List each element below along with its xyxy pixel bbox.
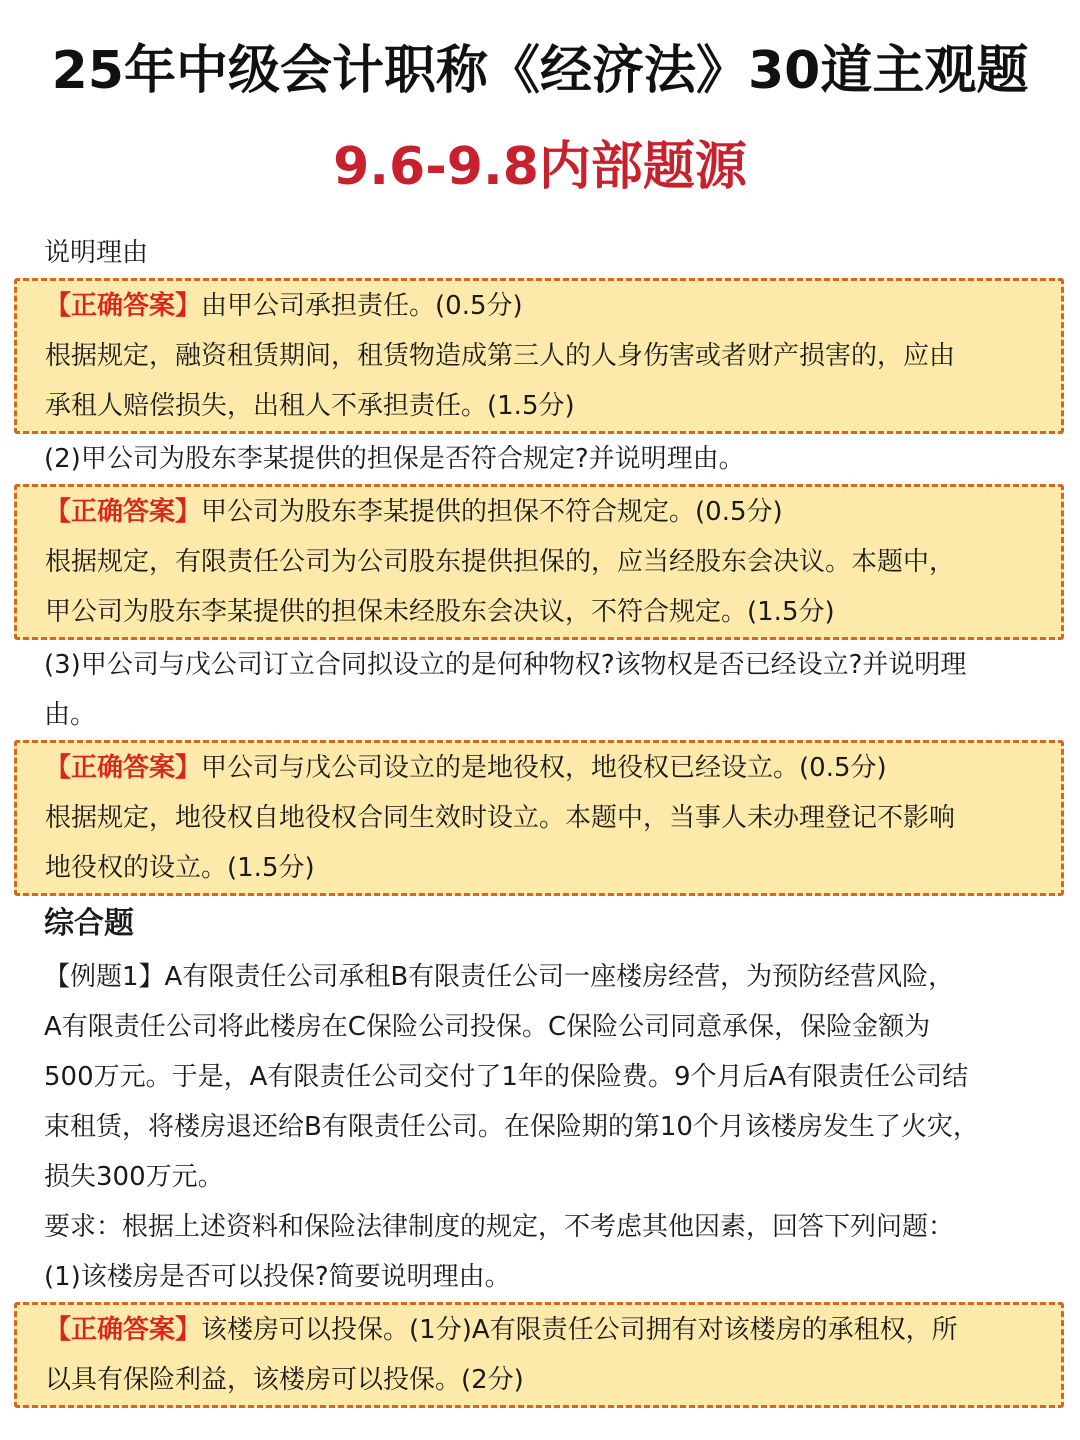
answer-line: 甲公司为股东李某提供的担保未经股东会决议，不符合规定。(1.5分)	[45, 597, 835, 627]
answer-text: 由甲公司承担责任。(0.5分)	[201, 291, 523, 321]
question-line: 由。	[44, 700, 97, 730]
answer-tag: 【正确答案】	[45, 753, 202, 783]
answer-line: 根据规定，有限责任公司为公司股东提供担保的，应当经股东会决议。本题中，	[45, 547, 956, 577]
answer-tag: 【正确答案】	[45, 291, 202, 321]
example-line: A有限责任公司将此楼房在C保险公司投保。C保险公司同意承保，保险金额为	[44, 1012, 931, 1042]
question-line: (2)甲公司为股东李某提供的担保是否符合规定?并说明理由。	[44, 444, 745, 474]
answer-box-2	[14, 484, 1064, 640]
example-line: 【例题1】A有限责任公司承租B有限责任公司一座楼房经营，为预防经营风险，	[44, 962, 955, 992]
answer-text: 甲公司与戊公司设立的是地役权，地役权已经设立。(0.5分)	[201, 753, 887, 783]
question-line: (3)甲公司与戊公司订立合同拟设立的是何种物权?该物权是否已经设立?并说明理	[44, 650, 967, 680]
answer-line: 地役权的设立。(1.5分)	[45, 853, 315, 883]
answer-box-3	[14, 740, 1064, 896]
page-subtitle: 9.6-9.8内部题源	[333, 137, 747, 197]
answer-line: 以具有保险利益，该楼房可以投保。(2分)	[45, 1365, 524, 1395]
answer-tag: 【正确答案】	[45, 497, 202, 527]
question-line: (1)该楼房是否可以投保?简要说明理由。	[44, 1262, 511, 1292]
answer-box-4	[14, 1302, 1064, 1408]
document-body	[14, 228, 1064, 1408]
answer-tag: 【正确答案】	[45, 1315, 202, 1345]
example-line: 损失300万元。	[44, 1162, 224, 1192]
answer-line	[17, 487, 1061, 537]
answer-line	[17, 1305, 1061, 1355]
answer-line: 根据规定，地役权自地役权合同生效时设立。本题中，当事人未办理登记不影响	[45, 803, 956, 833]
text-line: 说明理由	[44, 238, 149, 268]
page-title: 25年中级会计职称《经济法》30道主观题	[51, 41, 1029, 101]
answer-line	[17, 281, 1061, 331]
requirement-line: 要求：根据上述资料和保险法律制度的规定，不考虑其他因素，回答下列问题：	[44, 1212, 955, 1242]
answer-text: 甲公司为股东李某提供的担保不符合规定。(0.5分)	[201, 497, 783, 527]
example-line: 束租赁，将楼房退还给B有限责任公司。在保险期的第10个月该楼房发生了火灾，	[44, 1112, 979, 1142]
answer-line: 承租人赔偿损失，出租人不承担责任。(1.5分)	[45, 391, 575, 421]
section-heading: 综合题	[44, 906, 134, 941]
answer-line	[17, 743, 1061, 793]
answer-line: 根据规定，融资租赁期间，租赁物造成第三人的人身伤害或者财产损害的，应由	[45, 341, 956, 371]
answer-text: 该楼房可以投保。(1分)A有限责任公司拥有对该楼房的承租权，所	[201, 1315, 958, 1345]
example-line: 500万元。于是，A有限责任公司交付了1年的保险费。9个月后A有限责任公司结	[44, 1062, 969, 1092]
answer-box-1	[14, 278, 1064, 434]
